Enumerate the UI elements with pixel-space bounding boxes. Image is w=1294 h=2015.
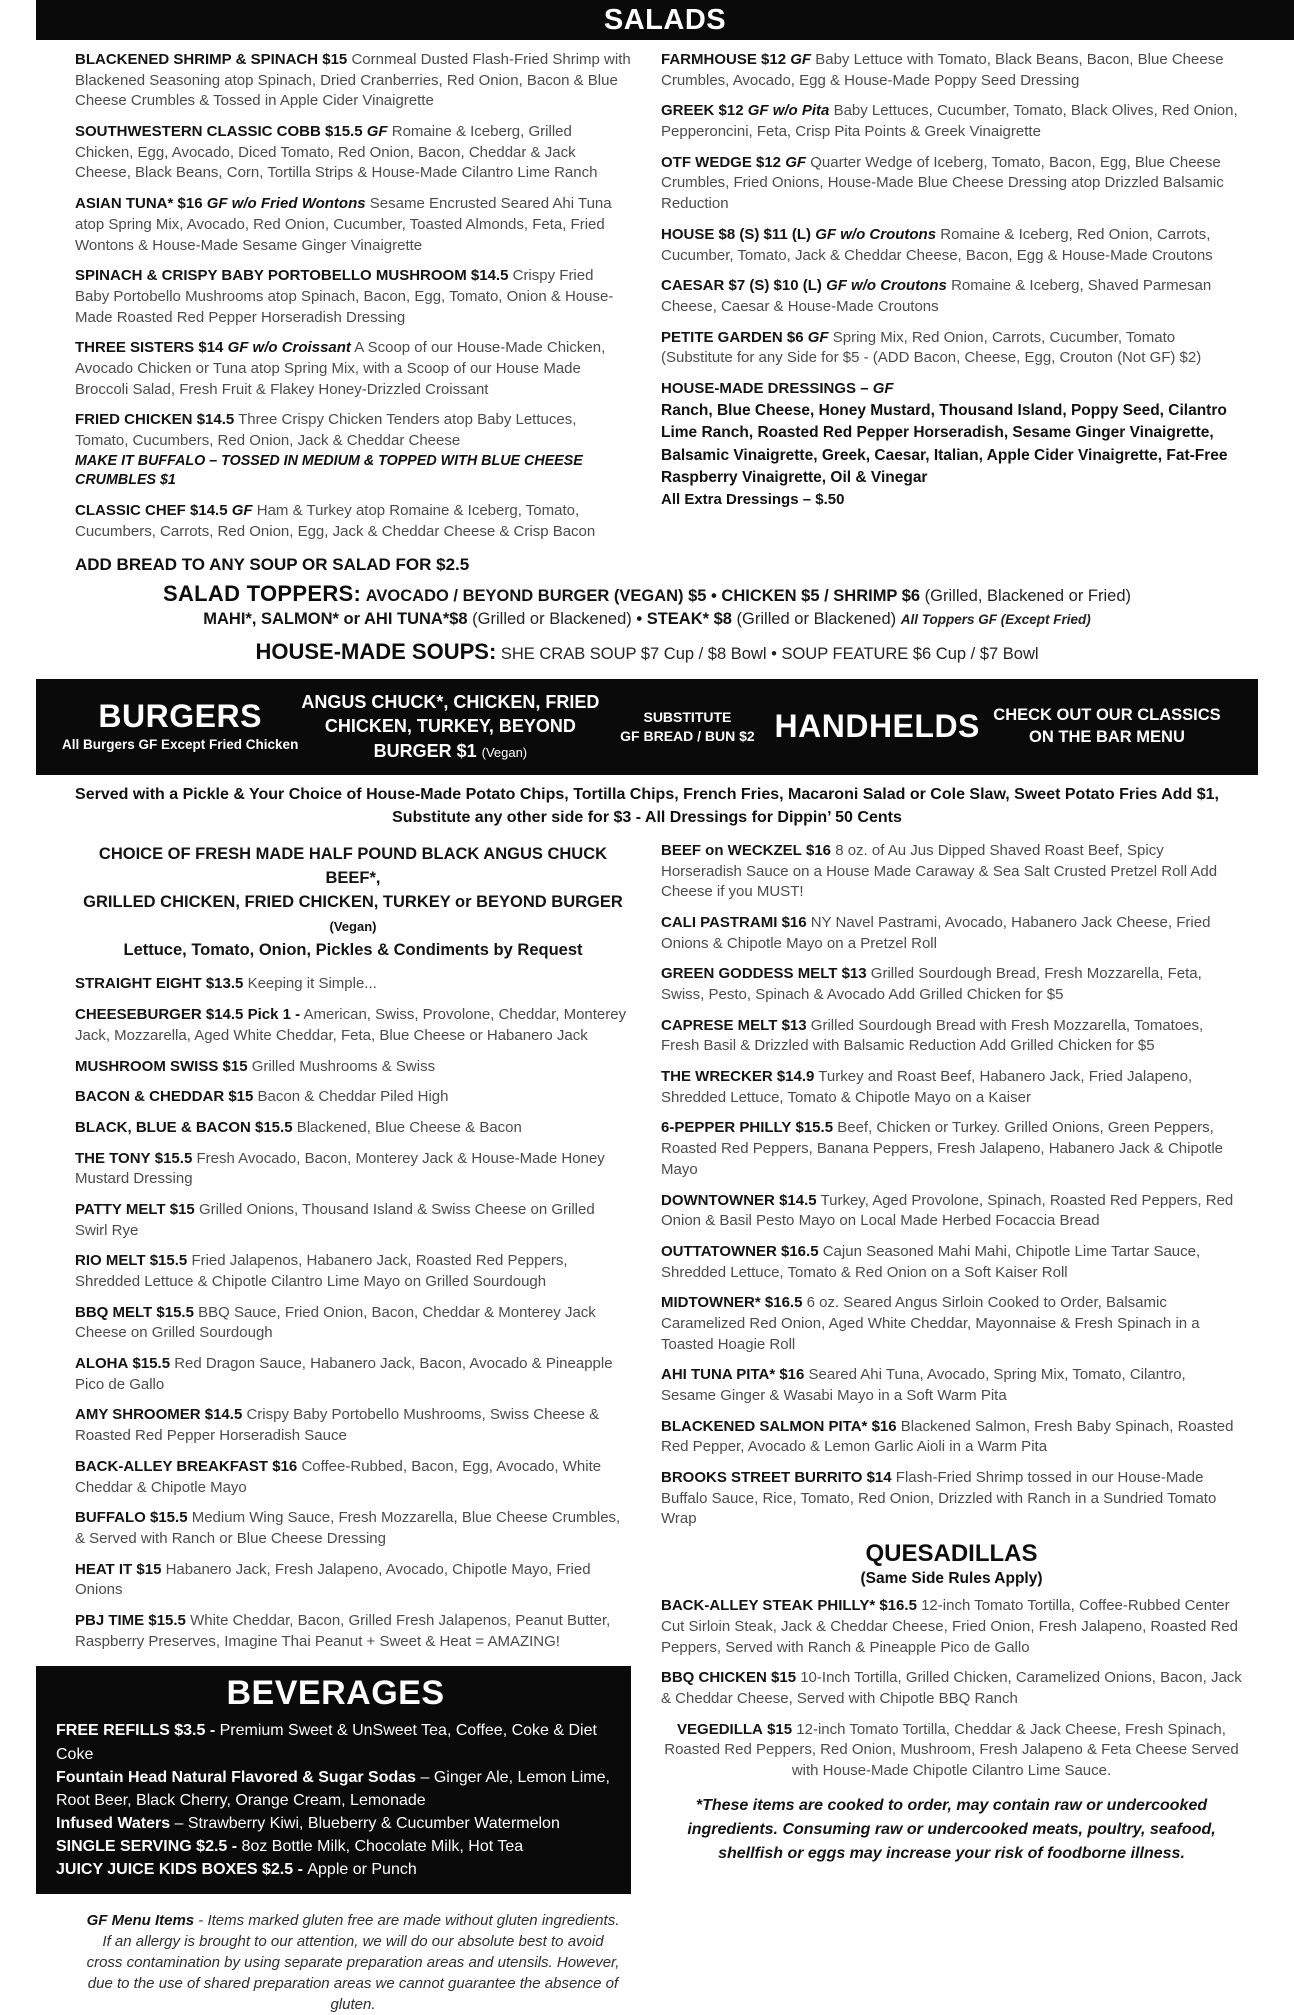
item-price: $15: [767, 1720, 793, 1738]
item-price: $15.5: [132, 1355, 171, 1373]
item-name: PATTY MELT: [75, 1200, 166, 1218]
item-name: BLACKENED SHRIMP & SPINACH: [75, 51, 319, 68]
beverages-section: [36, 1666, 631, 1893]
handhelds-section-title: HANDHELDS: [774, 707, 980, 744]
item-name: BROOKS STREET BURRITO: [661, 1469, 863, 1487]
menu-item: [75, 122, 631, 184]
item-name: FARMHOUSE: [661, 51, 757, 68]
item-name: BACK-ALLEY STEAK PHILLY*: [661, 1597, 876, 1615]
salads-section-header: [36, 0, 1294, 40]
item-name: ASIAN TUNA*: [75, 195, 174, 213]
item-name: SOUTHWESTERN CLASSIC COBB: [75, 123, 321, 141]
item-description: A Scoop of our House-Made Chicken, Avocado Chicken or Tuna atop Spring Mix, with a Scoop of our House Made Broccoli Salad, Fresh Fruit & Flakey Honey-Drizzled Croissant: [75, 339, 606, 398]
item-price: $15: [222, 1057, 248, 1075]
item-description: Romaine & Iceberg, Grilled Chicken, Egg, Avocado, Diced Tomato, Red Onion, Bacon, Cheddar & Jack Cheese, Black Beans, Corn, Tortilla Strips & House-Made Cilantro Lime Ranch: [75, 123, 598, 182]
item-description: Spring Mix, Red Onion, Carrots, Cucumber, Tomato (Substitute for any Side for $5 - (ADD Bacon, Cheese, Egg, Crouton (Not GF) $2): [661, 328, 1202, 367]
text-segment: (Vegan): [329, 918, 377, 934]
item-name: THE TONY: [75, 1149, 151, 1167]
item-description: Baby Lettuce with Tomato, Black Beans, Bacon, Blue Cheese Crumbles, Avocado, Egg & House-Made Poppy Seed Dressing: [661, 51, 1224, 89]
item-gf-label: GF w/o Croissant: [227, 339, 351, 357]
menu-item: [661, 328, 1242, 369]
item-description: Crispy Baby Portobello Mushrooms, Swiss Cheese & Roasted Red Pepper Horseradish Sauce: [75, 1406, 600, 1445]
text-segment: • STEAK* $8: [636, 609, 732, 628]
item-gf-label: GF w/o Fried Wontons: [206, 195, 366, 213]
item-description: Beef, Chicken or Turkey. Grilled Onions, Green Peppers, Roasted Red Peppers, Banana Peppers, Fresh Jalapeno, Habanero Jack & Chipotle Mayo: [661, 1119, 1224, 1178]
item-price: $15.5: [149, 1252, 188, 1270]
menu-item: [661, 1293, 1242, 1355]
item-description: Flash-Fried Shrimp tossed in our House-Made Buffalo Sauce, Rice, Tomato, Red Onion, Drizzled with Ranch in a Sundried Tomato Wrap: [661, 1469, 1217, 1528]
menu-item: [75, 1251, 631, 1292]
menu-item: [75, 1611, 631, 1652]
item-description: 12-inch Tomato Tortilla, Coffee-Rubbed Center Cut Sirloin Steak, Jack & Cheddar Cheese, Fried Onion, Fresh Jalapeno, Roasted Red Peppers, Served with Ranch & Pineapple Pico de Gallo: [661, 1597, 1238, 1656]
item-gf-label: GF w/o Croutons: [815, 225, 937, 243]
salads-left-column: [75, 50, 631, 553]
item-price: $14.5: [196, 411, 235, 429]
salads-columns: [0, 40, 1294, 553]
item-price: $15.5: [795, 1119, 834, 1137]
item-price: $16: [779, 1366, 805, 1384]
item-description: Romaine & Iceberg, Shaved Parmesan Cheese, Caesar & House-Made Croutons: [661, 277, 1212, 315]
burgers-handhelds-columns: [0, 829, 1294, 2015]
item-description: Grilled Sourdough Bread, Fresh Mozzarella, Feta, Swiss, Pesto, Spinach & Avocado Add Grilled Chicken for $5: [661, 965, 1202, 1003]
item-price: $14.9: [776, 1068, 815, 1086]
item-price: $15: [771, 1669, 797, 1687]
item-price: $14.5: [205, 1006, 244, 1024]
menu-item: [75, 50, 631, 112]
item-description: Fresh Avocado, Bacon, Monterey Jack & House-Made Honey Mustard Dressing: [75, 1149, 605, 1188]
menu-item: [75, 1354, 631, 1395]
item-name: CALI PASTRAMI: [661, 913, 778, 931]
item-description: Sesame Encrusted Seared Ahi Tuna atop Spring Mix, Avocado, Red Onion, Cucumber, Toasted Almonds, Feta, Fried Wontons & House-Made Sesame Ginger Vinaigrette: [75, 195, 612, 254]
text-segment: (Grilled, Blackened or Fried): [920, 586, 1132, 605]
menu-item: [75, 338, 631, 400]
item-description: Turkey, Aged Provolone, Spinach, Roasted Red Peppers, Red Onion & Basil Pesto Mayo on Local Made Herbed Focaccia Bread: [661, 1191, 1234, 1230]
item-price: $16.5: [879, 1597, 917, 1615]
item-price: $14.5: [470, 267, 509, 285]
beverage-line: [56, 1719, 615, 1765]
item-price: $6: [786, 328, 804, 346]
quesadillas-subtitle: (Same Side Rules Apply): [860, 1570, 1043, 1588]
item-name: THE WRECKER: [661, 1068, 773, 1086]
burger-choice-line1: [75, 843, 631, 891]
item-description: Bacon & Cheddar Piled High: [257, 1088, 449, 1106]
salads-right-column: [661, 50, 1242, 553]
menu-item: [661, 276, 1242, 317]
item-price: $15: [322, 51, 348, 68]
item-description: NY Navel Pastrami, Avocado, Habanero Jack Cheese, Fried Onions & Chipotle Mayo on a Pretzel Roll: [661, 913, 1211, 952]
item-price: $15.5: [156, 1303, 194, 1321]
menu-item: [75, 501, 631, 542]
text-segment: Premium Sweet & UnSweet Tea, Coffee, Coke & Diet Coke: [56, 1722, 597, 1763]
substitute-line2: GF BREAD / BUN $2: [620, 727, 755, 744]
item-price: $16: [871, 1417, 897, 1435]
burgers-section-title: BURGERS: [98, 697, 262, 734]
item-description: Quarter Wedge of Iceberg, Tomato, Bacon, Egg, Blue Cheese Crumbles, Fried Onions, House-Made Blue Cheese Dressing atop Drizzled Balsamic Reduction: [661, 153, 1224, 213]
item-name: VEGEDILLA: [677, 1720, 763, 1738]
bar-menu-classics-note: CHECK OUT OUR CLASSICS ON THE BAR MENU: [993, 706, 1221, 746]
item-price: $16: [806, 841, 832, 859]
text-segment: Fountain Head Natural Flavored & Sugar Sodas: [56, 1768, 417, 1786]
item-name: HOUSE-MADE DRESSINGS: [661, 379, 857, 397]
burger-choice-line3: [75, 939, 631, 963]
substitute-line1: SUBSTITUTE: [643, 708, 732, 725]
item-description: Grilled Onions, Thousand Island & Swiss Cheese on Grilled Swirl Rye: [75, 1200, 595, 1239]
item-description: Crispy Fried Baby Portobello Mushrooms atop Spinach, Bacon, Egg, Tomato, Onion & House-Made Roasted Red Pepper Horseradish Dressing: [75, 267, 614, 326]
item-description: Blackened Salmon, Fresh Baby Spinach, Roasted Red Pepper, Avocado & Lemon Garlic Aioli in a Warm Pita: [661, 1417, 1234, 1456]
item-description: 12-inch Tomato Tortilla, Cheddar & Jack Cheese, Fresh Spinach, Roasted Red Peppers, Red Onion, Mushroom, Fresh Jalapeno & Feta Cheese Served with House-Made Chipotle Cilantro Lime Sauce.: [664, 1720, 1239, 1779]
item-name: GREEN GODDESS MELT: [661, 965, 838, 983]
item-name: OTF WEDGE: [661, 153, 752, 171]
menu-item: [75, 1087, 631, 1108]
burgers-gf-note: All Burgers GF Except Fried Chicken: [62, 737, 299, 753]
item-price: $14.5: [204, 1406, 243, 1424]
soups-text: [501, 645, 1039, 663]
item-name: BLACK, BLUE & BACON: [75, 1118, 251, 1136]
item-name: HEAT IT: [75, 1560, 133, 1578]
menu-item: [661, 1016, 1242, 1057]
item-gf-label: GF: [231, 502, 253, 520]
text-segment: ANGUS CHUCK*, CHICKEN, FRIED CHICKEN, TURKEY, BEYOND BURGER $1: [301, 692, 600, 761]
item-price: $16: [781, 913, 807, 931]
menu-item: [661, 379, 1242, 510]
handhelds-item-list: [661, 841, 1242, 1530]
handhelds-column: [661, 841, 1242, 2015]
item-name: PBJ TIME: [75, 1611, 145, 1629]
item-description: Seared Ahi Tuna, Avocado, Spring Mix, Tomato, Cilantro, Sesame Ginger & Wasabi Mayo in a Soft Warm Pita: [661, 1366, 1186, 1404]
item-name: PETITE GARDEN: [661, 328, 783, 346]
item-name: BUFFALO: [75, 1509, 146, 1527]
text-segment: – Ginger Ale, Lemon Lime, Root Beer, Black Cherry, Orange Cream, Lemonade: [56, 1768, 610, 1809]
item-price: $13.5: [205, 975, 244, 993]
menu-item: [661, 841, 1242, 903]
beverage-line: [56, 1835, 615, 1858]
item-name: 6-PEPPER PHILLY: [661, 1119, 792, 1137]
item-description: Medium Wing Sauce, Fresh Mozzarella, Blue Cheese Crumbles, & Served with Ranch or Blue Cheese Dressing: [75, 1509, 621, 1547]
menu-item: [661, 913, 1242, 954]
item-description: White Cheddar, Bacon, Grilled Fresh Jalapenos, Peanut Butter, Raspberry Preserves, Imagine Thai Peanut + Sweet & Heat = AMAZING!: [75, 1611, 611, 1650]
salad-toppers-label: SALAD TOPPERS:: [162, 580, 362, 606]
item-name: BACK-ALLEY BREAKFAST: [75, 1457, 269, 1475]
item-price: $15.5: [150, 1509, 188, 1527]
menu-item: [661, 153, 1242, 215]
text-segment: GF Menu Items: [86, 1911, 195, 1929]
burger-protein-options: [300, 690, 600, 763]
item-price: $14.5: [779, 1191, 817, 1209]
item-name: THREE SISTERS: [75, 339, 195, 357]
item-price: $14.5: [190, 502, 228, 520]
text-segment: 8oz Bottle Milk, Chocolate Milk, Hot Tea: [241, 1838, 524, 1856]
item-name: ALOHA: [75, 1355, 129, 1373]
item-name: BBQ MELT: [75, 1303, 153, 1321]
menu-item: [661, 101, 1242, 142]
item-price: $16.5: [781, 1242, 819, 1260]
item-note-bold: All Extra Dressings – $.50: [661, 490, 845, 508]
add-bread-note: ADD BREAD TO ANY SOUP OR SALAD FOR $2.5: [75, 554, 470, 574]
item-name: CHEESEBURGER: [75, 1006, 202, 1024]
item-description: Blackened, Blue Cheese & Bacon: [296, 1118, 522, 1136]
item-description: Cajun Seasoned Mahi Mahi, Chipotle Lime Tartar Sauce, Shredded Lettuce, Tomato & Red Onion on a Soft Kaiser Roll: [661, 1242, 1201, 1281]
item-name: CAESAR: [661, 277, 725, 295]
quesadillas-title: QUESADILLAS: [865, 1540, 1038, 1568]
text-segment: CHOICE OF FRESH MADE HALF POUND BLACK ANGUS CHUCK BEEF*,: [98, 844, 608, 887]
menu-item: [661, 50, 1242, 91]
burgers-handhelds-banner: [36, 679, 1258, 775]
item-gf-label: GF: [366, 123, 388, 141]
burger-choice-line2: [75, 891, 631, 939]
item-name: BBQ CHICKEN: [661, 1669, 767, 1687]
burger-choice-header: [75, 843, 631, 963]
item-price: $15: [169, 1200, 195, 1218]
text-segment: Served with a Pickle & Your Choice of House-Made Potato Chips, Tortilla Chips, French Fries, Macaroni Salad or Cole Slaw, Sweet Potato Fries Add $1,: [75, 785, 1219, 803]
item-price: $15: [136, 1560, 162, 1578]
item-price: $7 (S) $10 (L): [728, 277, 822, 295]
text-segment: Substitute any other side for $3 - All Dressings for Dippin’ 50 Cents: [392, 808, 902, 826]
item-description: Ham & Turkey atop Romaine & Iceberg, Tomato, Cucumbers, Carrots, Red Onion, Egg, Jack & Cheddar Cheese & Crisp Bacon: [75, 502, 596, 540]
menu-item: [75, 1405, 631, 1446]
burgers-item-list: [75, 974, 631, 1652]
salad-toppers-line1-text: [366, 587, 1131, 605]
item-name: BLACKENED SALMON PITA*: [661, 1417, 868, 1435]
item-name: SPINACH & CRISPY BABY PORTOBELLO MUSHROOM: [75, 267, 467, 285]
item-description: Grilled Sourdough Bread with Fresh Mozzarella, Tomatoes, Fresh Basil & Drizzled with Balsamic Reduction Add Grilled Chicken for $5: [661, 1016, 1204, 1055]
item-description: Fried Jalapenos, Habanero Jack, Roasted Red Peppers, Shredded Lettuce & Chipotle Cilantro Lime Mayo on Grilled Sourdough: [75, 1252, 568, 1291]
menu-item: [661, 1720, 1242, 1782]
menu-item: [661, 964, 1242, 1005]
item-price: $15.5: [154, 1149, 193, 1167]
house-made-soups: [0, 629, 1294, 667]
item-description: BBQ Sauce, Fried Onion, Bacon, Cheddar & Monterey Jack Cheese on Grilled Sourdough: [75, 1303, 596, 1342]
item-description: Keeping it Simple...: [247, 975, 377, 993]
gf-disclaimer: [75, 1910, 631, 2015]
item-description: Turkey and Roast Beef, Habanero Jack, Fried Jalapeno, Shredded Lettuce, Tomato & Chipotle Mayo on a Kaiser: [661, 1068, 1193, 1106]
menu-item: [661, 225, 1242, 266]
menu-item: [661, 1668, 1242, 1709]
menu-item: [661, 1191, 1242, 1232]
item-name: STRAIGHT EIGHT: [75, 975, 202, 993]
menu-item: [75, 1303, 631, 1344]
item-description: 10-Inch Tortilla, Grilled Chicken, Caramelized Onions, Bacon, Jack & Cheddar Cheese, Served with Chipotle BBQ Ranch: [661, 1669, 1242, 1707]
item-name: AMY SHROOMER: [75, 1406, 201, 1424]
text-segment: *These items are cooked to order, may contain raw or undercooked ingredients. Consuming raw or undercooked meats, poultry, seafood, shellfish or eggs may increase your risk of foodborne illness.: [687, 1796, 1216, 1862]
beverage-line: [56, 1766, 615, 1812]
soups-label: HOUSE-MADE SOUPS:: [255, 638, 497, 664]
item-gf-label: GF w/o Croutons: [826, 277, 947, 295]
menu-item: [75, 1200, 631, 1241]
item-description: American, Swiss, Provolone, Cheddar, Monterey Jack, Mozzarella, Aged White Cheddar, Feta, Blue Cheese or Habanero Jack: [75, 1006, 627, 1044]
salad-toppers-line1: [30, 581, 1264, 607]
text-segment: SHE CRAB SOUP $7 Cup / $8 Bowl • SOUP FEATURE $6 Cup / $7 Bowl: [500, 644, 1039, 663]
text-segment: – Strawberry Kiwi, Blueberry & Cucumber Watermelon: [170, 1815, 560, 1833]
item-description: Coffee-Rubbed, Bacon, Egg, Avocado, White Cheddar & Chipotle Mayo: [75, 1457, 602, 1496]
item-description: Baby Lettuces, Cucumber, Tomato, Black Olives, Red Onion, Pepperoncini, Feta, Crisp Pita Points & Greek Vinaigrette: [661, 102, 1238, 141]
text-segment: MAHI*, SALMON* or AHI TUNA*$8: [203, 609, 468, 628]
item-name: MIDTOWNER*: [661, 1294, 761, 1312]
menu-item: [661, 1596, 1242, 1658]
item-price: $12: [756, 153, 782, 171]
item-name: OUTTATOWNER: [661, 1242, 777, 1260]
item-price: $16.5: [764, 1294, 803, 1312]
text-segment: JUICY JUICE KIDS BOXES $2.5 -: [56, 1861, 308, 1879]
item-name: HOUSE: [661, 225, 715, 243]
item-name: FRIED CHICKEN: [75, 411, 193, 429]
item-description: Three Crispy Chicken Tenders atop Baby Lettuces, Tomato, Cucumbers, Red Onion, Jack & Cheddar Cheese: [75, 411, 577, 449]
menu-item: [75, 1057, 631, 1078]
text-segment: Infused Waters: [56, 1815, 171, 1833]
item-name: BEEF on WECKZEL: [661, 841, 802, 859]
item-description: 6 oz. Seared Angus Sirloin Cooked to Order, Balsamic Caramelized Red Onion, Aged White Cheddar, Mayonnaise & Fresh Spinach in a Toasted Hoagie Roll: [661, 1294, 1200, 1353]
menu-item: [661, 1468, 1242, 1530]
served-with-note-line2: [0, 806, 1294, 829]
text-segment: AVOCADO / BEYOND BURGER (VEGAN) $5 • CHICKEN $5 / SHRIMP $6: [365, 586, 921, 605]
menu-item: [661, 1067, 1242, 1108]
item-name: BACON & CHEDDAR: [75, 1088, 225, 1106]
text-segment: (Grilled or Blackened): [731, 609, 901, 628]
burgers-column: [56, 841, 631, 2015]
item-gf-label: – GF: [860, 379, 894, 397]
item-bold-description: Ranch, Blue Cheese, Honey Mustard, Thousand Island, Poppy Seed, Cilantro Lime Ranch, Roasted Red Pepper Horseradish, Sesame Ginger Vinaigrette, Balsamic Vinaigrette, Greek, Caesar, Italian, Apple Cider Vinaigrette, Fat-Free Raspberry Vinaigrette, Oil & Vinegar: [661, 401, 1228, 487]
beverages-title: BEVERAGES: [226, 1674, 445, 1713]
menu-item: [661, 1118, 1242, 1180]
burgers-banner-cell: [62, 697, 299, 754]
menu-item: [75, 266, 631, 328]
item-description: Grilled Mushrooms & Swiss: [251, 1057, 436, 1075]
item-description: Habanero Jack, Fresh Jalapeno, Avocado, Chipotle Mayo, Fried Onions: [75, 1560, 591, 1599]
text-segment: (Vegan): [481, 744, 528, 760]
beverage-line: [56, 1858, 615, 1881]
item-name: CAPRESE MELT: [661, 1016, 778, 1034]
item-name: RIO MELT: [75, 1252, 146, 1270]
raw-food-disclaimer: [661, 1794, 1242, 1866]
item-price: $13: [781, 1016, 807, 1034]
text-segment: SINGLE SERVING $2.5 -: [56, 1838, 242, 1856]
quesadillas-item-list: [661, 1596, 1242, 1782]
salad-toppers: [0, 575, 1294, 629]
item-price: $15: [228, 1088, 254, 1106]
item-price: $15.5: [255, 1118, 293, 1136]
item-lead: Pick 1 -: [247, 1006, 301, 1024]
item-name: CLASSIC CHEF: [75, 502, 186, 520]
item-description: Red Dragon Sauce, Habanero Jack, Bacon, Avocado & Pineapple Pico de Gallo: [75, 1355, 613, 1393]
served-with-note-line1: [0, 783, 1294, 806]
text-segment: - Items marked gluten free are made without gluten ingredients. If an allergy is brought to our attention, we will do our absolute best to avoid cross contamination by using separate preparation areas and utensils. However, due to the use of shared preparation areas we cannot guarantee the absence of gluten.: [86, 1911, 620, 2013]
item-price: $12: [718, 102, 744, 120]
menu-item: [75, 1005, 631, 1046]
text-segment: FREE REFILLS $3.5 -: [56, 1722, 220, 1740]
menu-item: [661, 1365, 1242, 1406]
text-segment: Apple or Punch: [307, 1861, 417, 1879]
menu-item: [75, 1118, 631, 1139]
item-name: AHI TUNA PITA*: [661, 1366, 776, 1384]
menu-item: [661, 1242, 1242, 1283]
gf-bread-substitute-note: [602, 708, 772, 746]
text-segment: Lettuce, Tomato, Onion, Pickles & Condiments by Request: [123, 940, 583, 959]
menu-item: [661, 1417, 1242, 1458]
item-price: $8 (S) $11 (L): [718, 225, 812, 243]
item-name: GREEK: [661, 102, 715, 120]
item-gf-label: GF: [790, 51, 812, 68]
menu-item: [75, 410, 631, 491]
beverage-line: [56, 1812, 615, 1835]
item-price: $16: [272, 1457, 298, 1475]
menu-item: [75, 194, 631, 256]
item-price: $13: [841, 965, 867, 983]
item-description: 8 oz. of Au Jus Dipped Shaved Roast Beef, Spicy Horseradish Sauce on a House Made Caraway & Sea Salt Crusted Pretzel Roll Add Cheese if you MUST!: [661, 841, 1218, 901]
item-description: Cornmeal Dusted Flash-Fried Shrimp with Blackened Seasoning atop Spinach, Dried Cranberries, Red Onion, Bacon & Blue Cheese Crumbles & Tossed in Apple Cider Vinaigrette: [75, 51, 631, 110]
item-price: $14: [198, 339, 224, 357]
quesadillas-header: [661, 1540, 1242, 1588]
beverages-lines: [56, 1719, 615, 1881]
item-price: $12: [761, 51, 787, 68]
text-segment: (Grilled or Blackened): [467, 609, 637, 628]
item-gf-label: GF: [785, 153, 807, 171]
menu-item: [75, 974, 631, 995]
menu-item: [75, 1560, 631, 1601]
text-segment: All Toppers GF (Except Fried): [900, 611, 1091, 627]
item-gf-label: GF w/o Pita: [747, 102, 830, 120]
item-description: Romaine & Iceberg, Red Onion, Carrots, Cucumber, Tomato, Jack & Cheddar Cheese, Bacon, Egg & House-Made Croutons: [661, 225, 1213, 264]
salad-toppers-line2-text: [30, 610, 1264, 629]
item-price: $15.5: [325, 123, 363, 141]
item-price: $14: [866, 1469, 892, 1487]
item-price: $15.5: [148, 1611, 186, 1629]
item-name: DOWNTOWNER: [661, 1191, 775, 1209]
salads-title: SALADS: [603, 4, 727, 36]
text-segment: GRILLED CHICKEN, FRIED CHICKEN, TURKEY or BEYOND BURGER: [83, 892, 623, 911]
menu-item: [75, 1508, 631, 1549]
item-price: $16: [177, 195, 203, 213]
item-gf-label: GF: [807, 328, 829, 346]
menu-item: [75, 1149, 631, 1190]
item-name: MUSHROOM SWISS: [75, 1057, 219, 1075]
item-note: MAKE IT BUFFALO – TOSSED IN MEDIUM & TOPPED WITH BLUE CHEESE CRUMBLES $1: [75, 452, 583, 489]
menu-item: [75, 1457, 631, 1498]
